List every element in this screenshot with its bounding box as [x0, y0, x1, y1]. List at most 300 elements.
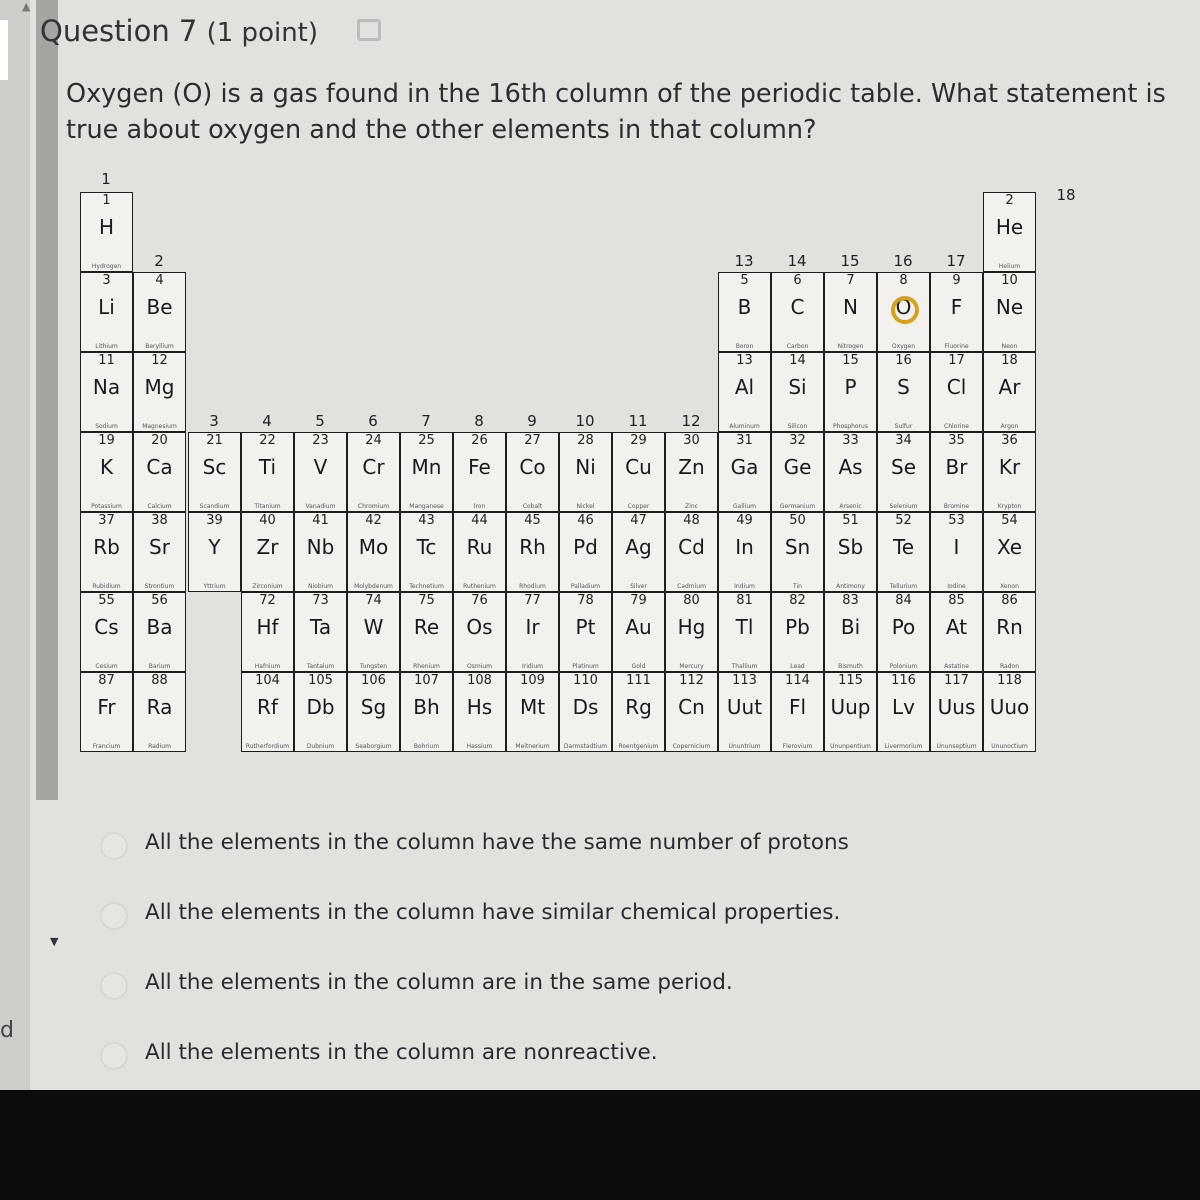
element-symbol: Ga [730, 455, 759, 479]
element-symbol: Sc [202, 455, 227, 479]
element-name: Technetium [409, 583, 444, 590]
element-name: Seaborgium [355, 743, 392, 750]
group-label-1: 1 [101, 170, 111, 188]
choice-label: All the elements in the column are nonreactive. [145, 1040, 658, 1065]
element-cell-ar [983, 352, 1036, 432]
element-symbol: Tc [416, 535, 437, 559]
choice-2[interactable] [100, 894, 1000, 930]
element-name: Bohrium [413, 743, 440, 750]
element-cell-bi [824, 592, 877, 672]
element-cell-as [824, 432, 877, 512]
atomic-number: 117 [944, 673, 969, 688]
element-symbol: Uus [937, 695, 976, 719]
element-name: Astatine [944, 663, 969, 670]
atomic-number: 17 [948, 353, 965, 368]
group-label: 3 [209, 412, 219, 430]
element-symbol: Uuo [989, 695, 1030, 719]
element-cell-xe [983, 512, 1036, 592]
element-name: Meitnerium [515, 743, 550, 750]
group-label: 16 [893, 252, 913, 270]
element-name: Darmstadtium [563, 743, 608, 750]
element-name: Magnesium [142, 423, 177, 430]
element-name: Argon [1000, 423, 1019, 430]
element-symbol: Cr [362, 455, 385, 479]
element-symbol: Cd [678, 535, 705, 559]
atomic-number: 31 [736, 433, 753, 448]
element-name: Chromium [357, 503, 390, 510]
element-name: Barium [148, 663, 171, 670]
element-cell-s [877, 352, 930, 432]
element-name: Sodium [95, 423, 118, 430]
element-cell-he [983, 192, 1036, 272]
radio-button[interactable] [100, 902, 128, 930]
element-cell-pb [771, 592, 824, 672]
element-name: Mercury [679, 663, 704, 670]
element-name: Tungsten [359, 663, 388, 670]
element-symbol: Cu [625, 455, 652, 479]
atomic-number: 74 [365, 593, 382, 608]
element-name: Tellurium [889, 583, 918, 590]
element-symbol: Si [788, 375, 807, 399]
element-name: Iodine [947, 583, 966, 590]
element-symbol: Rf [257, 695, 278, 719]
element-symbol: Fe [468, 455, 491, 479]
atomic-number: 18 [1001, 353, 1018, 368]
element-cell-mn [400, 432, 453, 512]
element-name: Neon [1001, 343, 1018, 350]
element-cell-se [877, 432, 930, 512]
atomic-number: 108 [467, 673, 492, 688]
element-cell-zn [665, 432, 718, 512]
element-name: Calcium [147, 503, 172, 510]
dropdown-caret-icon[interactable]: ▼ [50, 935, 59, 948]
element-name: Oxygen [891, 343, 916, 350]
element-symbol: Mg [144, 375, 175, 399]
element-symbol: P [844, 375, 857, 399]
atomic-number: 19 [98, 433, 115, 448]
element-cell-uut [718, 672, 771, 752]
element-symbol: Pb [785, 615, 810, 639]
element-symbol: Sn [784, 535, 811, 559]
element-name: Selenium [889, 503, 918, 510]
element-name: Gallium [733, 503, 756, 510]
element-cell-cd [665, 512, 718, 592]
element-cell-al [718, 352, 771, 432]
element-cell-zr [241, 512, 294, 592]
atomic-number: 51 [842, 513, 859, 528]
element-name: Carbon [786, 343, 809, 350]
element-name: Ununtrium [728, 743, 761, 750]
atomic-number: 47 [630, 513, 647, 528]
element-symbol: F [950, 295, 963, 319]
group-label: 13 [734, 252, 754, 270]
element-name: Ununpentium [830, 743, 871, 750]
element-symbol: Bh [413, 695, 440, 719]
element-symbol: Ni [575, 455, 596, 479]
element-symbol: Pt [575, 615, 596, 639]
element-name: Indium [734, 583, 755, 590]
atomic-number: 8 [899, 273, 908, 288]
element-symbol: At [945, 615, 968, 639]
atomic-number: 27 [524, 433, 541, 448]
element-cell-sg [347, 672, 400, 752]
element-name: Roentgenium [618, 743, 659, 750]
radio-button[interactable] [100, 972, 128, 1000]
element-name: Gold [631, 663, 646, 670]
atomic-number: 88 [151, 673, 168, 688]
element-cell-h [80, 192, 133, 272]
atomic-number: 106 [361, 673, 386, 688]
element-cell-ir [506, 592, 559, 672]
atomic-number: 44 [471, 513, 488, 528]
element-name: Beryllium [145, 343, 174, 350]
element-cell-hs [453, 672, 506, 752]
atomic-number: 45 [524, 513, 541, 528]
element-name: Boron [735, 343, 754, 350]
element-name: Nickel [576, 503, 595, 510]
element-cell-ni [559, 432, 612, 512]
element-symbol: Fl [788, 695, 807, 719]
atomic-number: 80 [683, 593, 700, 608]
element-name: Nitrogen [837, 343, 864, 350]
element-name: Potassium [91, 503, 122, 510]
atomic-number: 115 [838, 673, 863, 688]
element-symbol: Rh [519, 535, 546, 559]
element-cell-mg [133, 352, 186, 432]
atomic-number: 41 [312, 513, 329, 528]
collapse-arrow-icon[interactable]: ▲ [22, 0, 31, 13]
element-symbol: Te [892, 535, 915, 559]
element-cell-kr [983, 432, 1036, 512]
atomic-number: 35 [948, 433, 965, 448]
group-label: 10 [575, 412, 595, 430]
element-symbol: Uup [830, 695, 871, 719]
element-cell-au [612, 592, 665, 672]
element-symbol: O [895, 295, 912, 319]
element-cell-pt [559, 592, 612, 672]
element-name: Hassium [466, 743, 493, 750]
atomic-number: 79 [630, 593, 647, 608]
element-symbol: In [735, 535, 754, 559]
choice-label: All the elements in the column have the same number of protons [145, 830, 849, 855]
element-name: Aluminum [729, 423, 760, 430]
element-symbol: Au [625, 615, 652, 639]
element-symbol: Se [891, 455, 916, 479]
element-symbol: Pd [573, 535, 598, 559]
element-cell-te [877, 512, 930, 592]
atomic-number: 113 [732, 673, 757, 688]
element-symbol: W [363, 615, 384, 639]
atomic-number: 118 [997, 673, 1022, 688]
element-cell-sb [824, 512, 877, 592]
atomic-number: 77 [524, 593, 541, 608]
element-cell-uup [824, 672, 877, 752]
element-symbol: Hg [677, 615, 706, 639]
element-symbol: Lv [892, 695, 915, 719]
element-symbol: K [99, 455, 114, 479]
atomic-number: 52 [895, 513, 912, 528]
element-cell-cs [80, 592, 133, 672]
atomic-number: 6 [793, 273, 802, 288]
element-symbol: Y [208, 535, 221, 559]
element-cell-fr [80, 672, 133, 752]
element-cell-po [877, 592, 930, 672]
element-cell-i [930, 512, 983, 592]
element-cell-cu [612, 432, 665, 512]
element-name: Niobium [308, 583, 333, 590]
element-cell-p [824, 352, 877, 432]
choice-3[interactable] [100, 964, 1000, 1000]
element-cell-uuo [983, 672, 1036, 752]
element-name: Copper [627, 503, 650, 510]
group-label: 6 [368, 412, 378, 430]
element-symbol: Ag [625, 535, 652, 559]
atomic-number: 114 [785, 673, 810, 688]
question-title: Question 7 [40, 14, 198, 48]
element-cell-at [930, 592, 983, 672]
element-symbol: Sr [149, 535, 170, 559]
element-symbol: Tl [735, 615, 754, 639]
element-cell-sn [771, 512, 824, 592]
element-cell-b [718, 272, 771, 352]
group-label: 11 [628, 412, 648, 430]
atomic-number: 39 [206, 513, 223, 528]
element-name: Polonium [889, 663, 918, 670]
element-cell-y [188, 512, 241, 592]
element-symbol: Sb [837, 535, 864, 559]
atomic-number: 76 [471, 593, 488, 608]
question-points: (1 point) [206, 18, 319, 48]
element-symbol: Uut [726, 695, 763, 719]
atomic-number: 84 [895, 593, 912, 608]
element-name: Zirconium [252, 583, 283, 590]
atomic-number: 29 [630, 433, 647, 448]
group-label: 2 [154, 252, 164, 270]
element-symbol: Bi [840, 615, 861, 639]
atomic-number: 5 [740, 273, 749, 288]
atomic-number: 1 [102, 193, 111, 208]
element-symbol: Br [945, 455, 968, 479]
atomic-number: 2 [1005, 193, 1014, 208]
element-name: Lead [790, 663, 805, 670]
element-cell-ds [559, 672, 612, 752]
atomic-number: 49 [736, 513, 753, 528]
element-cell-db [294, 672, 347, 752]
atomic-number: 36 [1001, 433, 1018, 448]
element-cell-sr [133, 512, 186, 592]
atomic-number: 7 [846, 273, 855, 288]
atomic-number: 30 [683, 433, 700, 448]
element-symbol: Hf [256, 615, 279, 639]
element-cell-os [453, 592, 506, 672]
atomic-number: 10 [1001, 273, 1018, 288]
group-label: 7 [421, 412, 431, 430]
atomic-number: 112 [679, 673, 704, 688]
element-name: Tantalum [306, 663, 335, 670]
element-cell-na [80, 352, 133, 432]
atomic-number: 11 [98, 353, 115, 368]
element-name: Strontium [144, 583, 175, 590]
atomic-number: 72 [259, 593, 276, 608]
question-text: Oxygen (O) is a gas found in the 16th column of the periodic table. What statement is true about oxygen and the other elements in that column? [66, 79, 1166, 145]
element-symbol: Cn [678, 695, 705, 719]
choice-1[interactable] [100, 824, 1000, 860]
element-name: Palladium [570, 583, 601, 590]
element-symbol: C [790, 295, 805, 319]
element-symbol: S [897, 375, 910, 399]
atomic-number: 53 [948, 513, 965, 528]
element-name: Bismuth [838, 663, 863, 670]
element-cell-tc [400, 512, 453, 592]
flag-icon[interactable] [357, 19, 381, 41]
atomic-number: 32 [789, 433, 806, 448]
atomic-number: 46 [577, 513, 594, 528]
atomic-number: 50 [789, 513, 806, 528]
element-cell-rn [983, 592, 1036, 672]
element-cell-mo [347, 512, 400, 592]
element-name: Iron [473, 503, 486, 510]
element-symbol: N [843, 295, 858, 319]
atomic-number: 40 [259, 513, 276, 528]
element-cell-ru [453, 512, 506, 592]
bottom-bezel [0, 1090, 1200, 1200]
element-symbol: Ds [572, 695, 599, 719]
element-symbol: Li [98, 295, 115, 319]
atomic-number: 116 [891, 673, 916, 688]
atomic-number: 9 [952, 273, 961, 288]
element-symbol: Na [92, 375, 121, 399]
group-label: 8 [474, 412, 484, 430]
element-cell-tl [718, 592, 771, 672]
element-symbol: Kr [998, 455, 1021, 479]
element-cell-ga [718, 432, 771, 512]
element-cell-cr [347, 432, 400, 512]
group-label: 14 [787, 252, 807, 270]
group-label: 5 [315, 412, 325, 430]
element-symbol: Cs [94, 615, 119, 639]
element-cell-ti [241, 432, 294, 512]
element-symbol: Ar [998, 375, 1021, 399]
element-cell-ne [983, 272, 1036, 352]
atomic-number: 4 [155, 273, 164, 288]
element-name: Dubnium [306, 743, 335, 750]
progress-rail [36, 0, 58, 800]
element-cell-bh [400, 672, 453, 752]
choice-label: All the elements in the column are in the same period. [145, 970, 733, 995]
element-cell-hg [665, 592, 718, 672]
element-cell-rg [612, 672, 665, 752]
atomic-number: 81 [736, 593, 753, 608]
element-symbol: Ne [995, 295, 1024, 319]
element-cell-c [771, 272, 824, 352]
element-cell-mt [506, 672, 559, 752]
element-name: Ununoctium [991, 743, 1028, 750]
atomic-number: 110 [573, 673, 598, 688]
element-symbol: Hs [466, 695, 493, 719]
atomic-number: 3 [102, 273, 111, 288]
element-symbol: Ta [309, 615, 332, 639]
element-symbol: Ti [258, 455, 277, 479]
atomic-number: 37 [98, 513, 115, 528]
element-name: Cobalt [522, 503, 543, 510]
element-cell-nb [294, 512, 347, 592]
atomic-number: 22 [259, 433, 276, 448]
element-cell-si [771, 352, 824, 432]
element-symbol: He [995, 215, 1024, 239]
element-symbol: Ba [146, 615, 173, 639]
element-symbol: Ir [525, 615, 540, 639]
group-label: 15 [840, 252, 860, 270]
element-name: Silicon [787, 423, 808, 430]
atomic-number: 86 [1001, 593, 1018, 608]
atomic-number: 13 [736, 353, 753, 368]
element-name: Rutherfordium [245, 743, 290, 750]
element-symbol: Po [891, 615, 916, 639]
group-label: 17 [946, 252, 966, 270]
oxygen-highlight-circle [891, 296, 919, 324]
element-name: Antimony [836, 583, 865, 590]
atomic-number: 111 [626, 673, 651, 688]
element-name: Zinc [685, 503, 698, 510]
element-name: Yttrium [203, 583, 226, 590]
element-symbol: Ru [466, 535, 493, 559]
element-cell-k [80, 432, 133, 512]
element-name: Phosphorus [833, 423, 868, 430]
question-header [40, 14, 381, 48]
scroll-thumb[interactable] [0, 20, 8, 80]
element-symbol: Nb [306, 535, 335, 559]
atomic-number: 25 [418, 433, 435, 448]
element-name: Thallium [731, 663, 758, 670]
atomic-number: 54 [1001, 513, 1018, 528]
element-cell-n [824, 272, 877, 352]
element-symbol: Ge [783, 455, 812, 479]
choice-4[interactable] [100, 1034, 1000, 1070]
element-symbol: Fr [97, 695, 116, 719]
atomic-number: 82 [789, 593, 806, 608]
radio-button[interactable] [100, 832, 128, 860]
element-cell-ge [771, 432, 824, 512]
element-symbol: As [838, 455, 863, 479]
element-cell-fl [771, 672, 824, 752]
element-name: Iridium [521, 663, 544, 670]
radio-button[interactable] [100, 1042, 128, 1070]
atomic-number: 105 [308, 673, 333, 688]
element-symbol: Co [519, 455, 546, 479]
element-name: Radon [1000, 663, 1019, 670]
element-cell-sc [188, 432, 241, 512]
group-label: 12 [681, 412, 701, 430]
element-symbol: Mo [358, 535, 389, 559]
group-label-18: 18 [1056, 186, 1076, 204]
atomic-number: 15 [842, 353, 859, 368]
element-name: Platinum [572, 663, 599, 670]
element-symbol: Rn [996, 615, 1023, 639]
element-name: Chlorine [944, 423, 969, 430]
element-name: Radium [148, 743, 171, 750]
element-name: Sulfur [894, 423, 913, 430]
element-name: Livermorium [884, 743, 923, 750]
atomic-number: 26 [471, 433, 488, 448]
element-name: Bromine [943, 503, 970, 510]
group-label: 9 [527, 412, 537, 430]
element-cell-ra [133, 672, 186, 752]
atomic-number: 75 [418, 593, 435, 608]
group-label: 4 [262, 412, 272, 430]
atomic-number: 14 [789, 353, 806, 368]
element-cell-ca [133, 432, 186, 512]
left-rail [0, 0, 30, 1090]
